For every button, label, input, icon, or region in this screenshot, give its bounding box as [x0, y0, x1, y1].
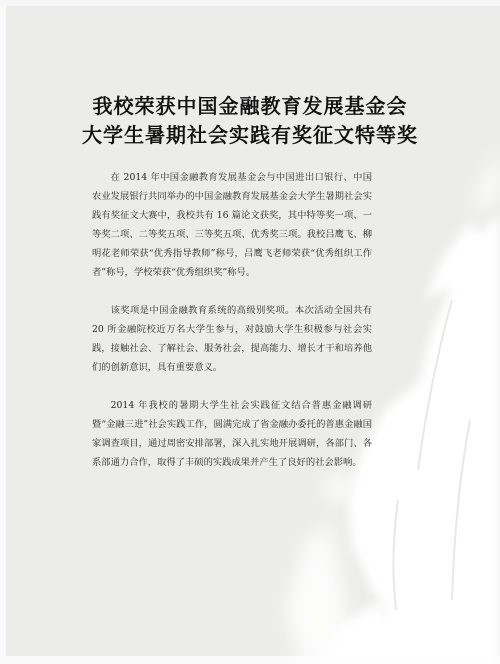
paragraph-3: 2014 年我校的暑期大学生社会实践征文结合普惠金融调研暨“金融三进”社会实践工作，圆满完成了省金融办委托的普惠金融国家调查项目，通过周密安排部署，深入扎实地开展调研，各部门、各系部通力合作，取得了丰硕的实践成果并产生了良好的社会影响。 [92, 400, 372, 468]
paragraph-2: 该奖项是中国金融教育系统的高级别奖项。本次活动全国共有 20 所金融院校近万名大学生参与，对鼓励大学生积极参与社会实践，接触社会、了解社会、服务社会，提高能力、增长才干和培养他们的创新意识，具有重要意义。 [92, 305, 372, 373]
paragraph-1: 在 2014 年中国金融教育发展基金会与中国进出口银行、中国农业发展银行共同举办的中国金融教育发展基金会大学生暑期社会实践有奖征文大赛中，我校共有 16 篇论文获奖，其中特等奖一项、一等奖二项、二等奖五项、三等奖五项、优秀奖三项。我校吕鹰飞、柳明花老师荣获“优秀指导教师”称号，吕鹰飞老师荣获“优秀组织工作者”称号，学校荣获“优秀组织奖”称号。 [92, 172, 372, 278]
article-title [0, 92, 500, 150]
title-line-2: 大学生暑期社会实践有奖征文特等奖 [82, 123, 418, 147]
title-line-1: 我校荣获中国金融教育发展基金会 [92, 94, 408, 118]
article-body [92, 168, 372, 491]
